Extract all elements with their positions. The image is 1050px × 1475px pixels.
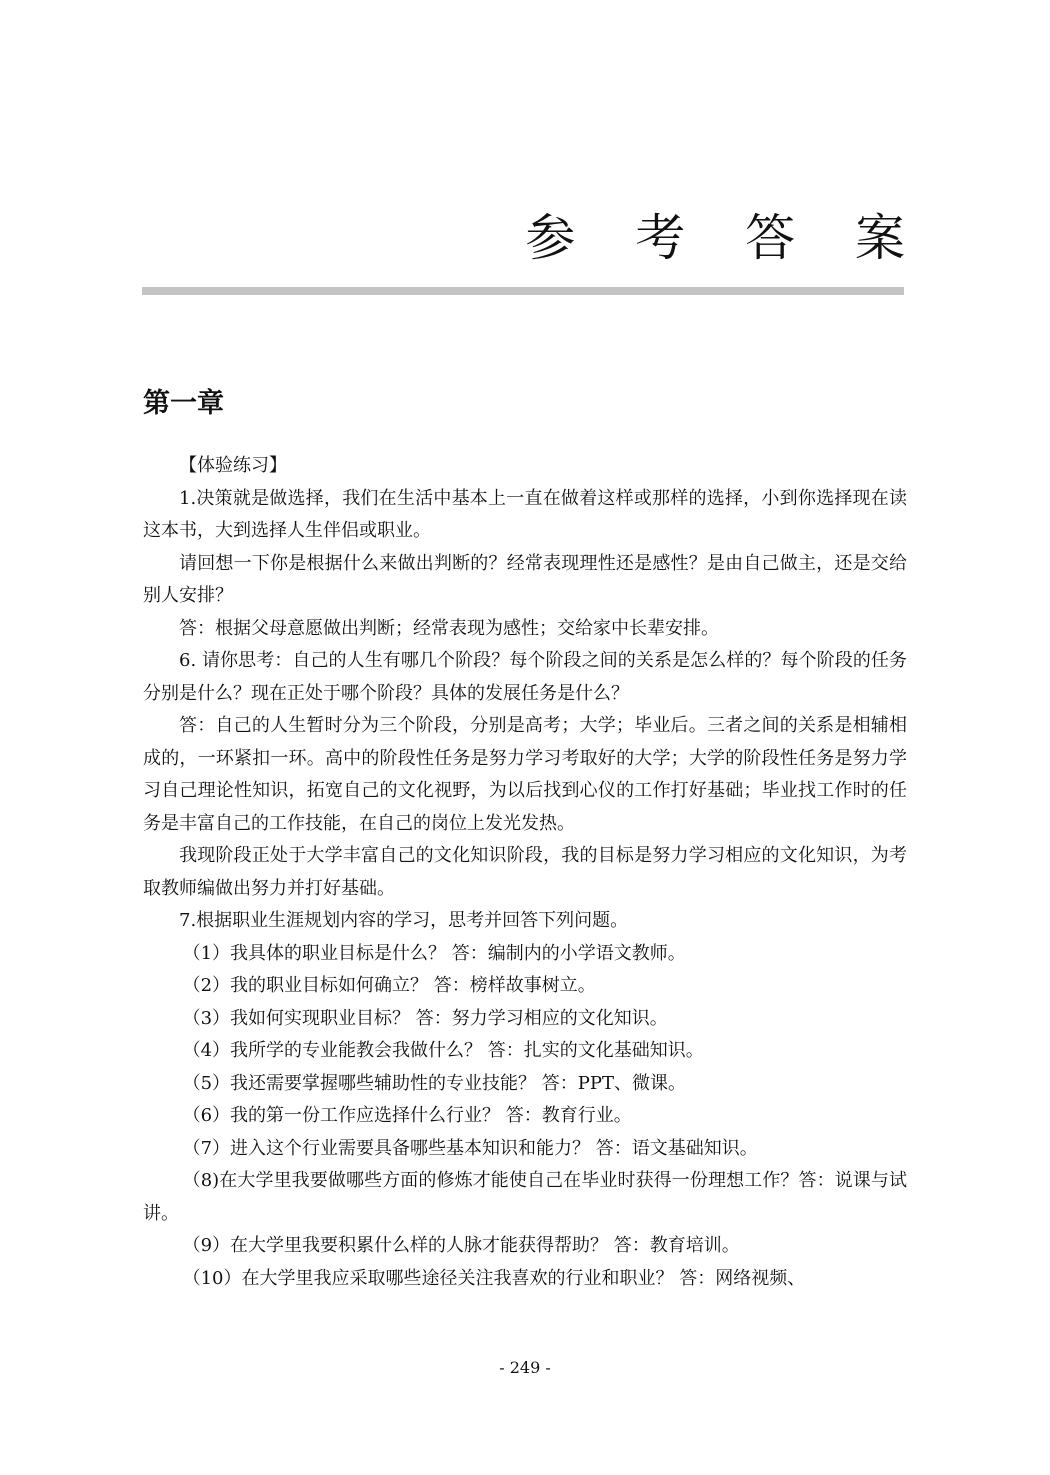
paragraph: 7.根据职业生涯规划内容的学习，思考并回答下列问题。 — [179, 910, 629, 931]
section-label: 【体验练习】 — [179, 455, 287, 476]
question-item: （4）我所学的专业能教会我做什么？ 答：扎实的文化基础知识。 — [182, 1040, 704, 1061]
paragraph: 请回想一下你是根据什么来做出判断的？经常表现理性还是感性？是由自己做主，还是交给别人安排？ — [143, 552, 907, 606]
question-item: （5）我还需要掌握哪些辅助性的专业技能？ 答：PPT、微课。 — [182, 1072, 686, 1094]
question-item: （6）我的第一份工作应选择什么行业？ 答：教育行业。 — [182, 1105, 632, 1126]
paragraph: 1.决策就是做选择，我们在生活中基本上一直在做着这样或那样的选择，小到你选择现在读这本书，大到选择人生伴侣或职业。 — [143, 487, 907, 541]
paragraph: 答：自己的人生暂时分为三个阶段，分别是高考；大学；毕业后。三者之间的关系是相辅相成的，一环紧扣一环。高中的阶段性任务是努力学习考取好的大学；大学的阶段性任务是努力学习自己理论性知识，拓宽自己的文化视野，为以后找到心仪的工作打好基础；毕业找工作时的任务是丰富自己的工作技能，在自己的岗位上发光发热。 — [143, 715, 907, 834]
question-item: （7）进入这个行业需要具备哪些基本知识和能力？ 答：语文基础知识。 — [182, 1137, 758, 1159]
paragraph: 我现阶段正处于大学丰富自己的文化知识阶段，我的目标是努力学习相应的文化知识，为考取教师编做出努力并打好基础。 — [143, 845, 907, 899]
question-item: （8)在大学里我要做哪些方面的修炼才能使自己在毕业时获得一份理想工作？答：说课与试讲。 — [143, 1170, 907, 1224]
question-item: （10）在大学里我应采取哪些途径关注我喜欢的行业和职业？ 答：网络视频、 — [182, 1267, 806, 1289]
answer-body — [143, 450, 907, 1295]
chapter-heading: 第一章 — [143, 388, 224, 419]
title-divider — [142, 287, 904, 295]
question-item: （9）在大学里我要积累什么样的人脉才能获得帮助？ 答：教育培训。 — [182, 1235, 740, 1256]
paragraph: 6. 请你思考：自己的人生有哪几个阶段？每个阶段之间的关系是怎么样的？每个阶段的任务分别是什么？现在正处于哪个阶段？具体的发展任务是什么？ — [143, 650, 907, 704]
paragraph: 答：根据父母意愿做出判断；经常表现为感性；交给家中长辈安排。 — [179, 617, 719, 639]
question-item: （1）我具体的职业目标是什么？ 答：编制内的小学语文教师。 — [182, 942, 686, 964]
page-number: - 249 - — [499, 1358, 551, 1377]
question-item: （3）我如何实现职业目标？ 答：努力学习相应的文化知识。 — [182, 1007, 668, 1029]
question-item: （2）我的职业目标如何确立？ 答：榜样故事树立。 — [182, 975, 596, 996]
page-title: 参 考 答 案 — [525, 209, 927, 267]
